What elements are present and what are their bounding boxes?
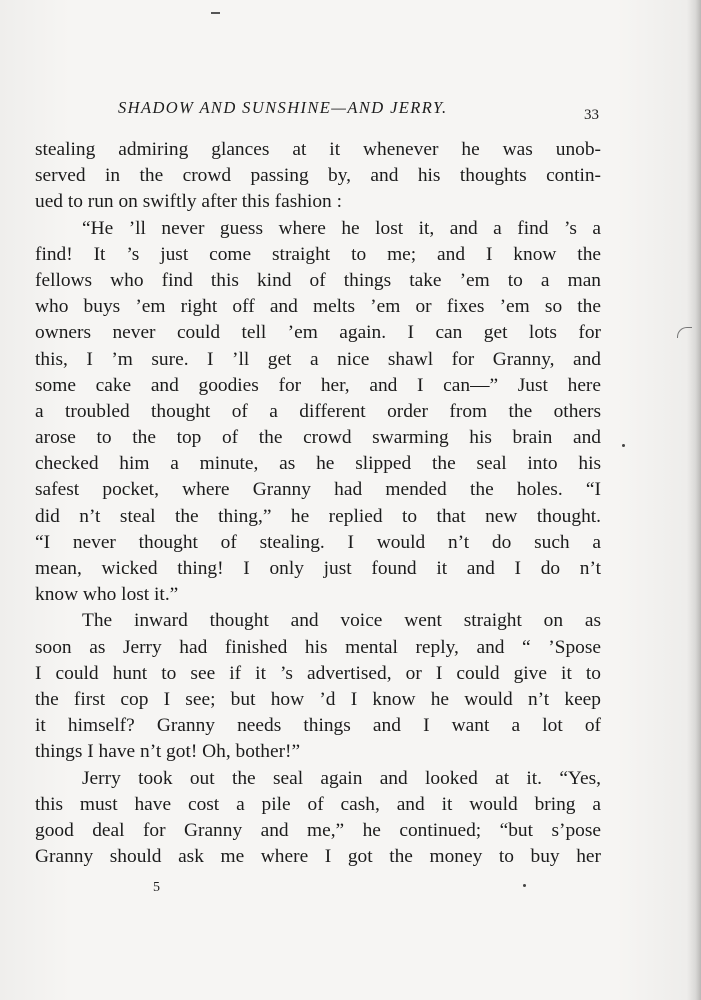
text-line: find! It ’s just come straight to me; and I know the (35, 243, 601, 265)
text-line: checked him a minute, as he slipped the seal into his (35, 453, 601, 475)
text-line: some cake and goodies for her, and I can—” Just here (35, 374, 601, 396)
body-text (35, 137, 601, 870)
signature-mark: 5 (153, 880, 160, 895)
margin-mark (677, 327, 692, 338)
text-line: the first cop I see; but how ’d I know he would n’t keep (35, 688, 601, 710)
text-line: it himself? Granny needs things and I want a lot of (35, 715, 601, 737)
text-line: fellows who find this kind of things take ’em to a man (35, 269, 601, 291)
text-line: safest pocket, where Granny had mended the holes. “I (35, 479, 601, 501)
text-line: served in the crowd passing by, and his thoughts contin- (35, 165, 601, 187)
text-line: soon as Jerry had finished his mental reply, and “ ’Spose (35, 636, 601, 658)
text-line: “I never thought of stealing. I would n’t do such a (35, 531, 601, 553)
text-line: a troubled thought of a different order from the others (35, 400, 601, 422)
text-line: ued to run on swiftly after this fashion : (35, 191, 342, 213)
text-line: “He ’ll never guess where he lost it, and a find ’s a (82, 217, 601, 239)
ink-speck (622, 444, 625, 447)
text-line: who buys ’em right off and melts ’em or fixes ’em so the (35, 296, 601, 318)
text-line: arose to the top of the crowd swarming his brain and (35, 427, 601, 449)
text-line: Granny should ask me where I got the money to buy her (35, 846, 601, 868)
text-line: did n’t steal the thing,” he replied to that new thought. (35, 505, 601, 527)
page-gutter-shadow (687, 0, 701, 1000)
text-line: good deal for Granny and me,” he continued; “but s’pose (35, 819, 601, 841)
text-line: The inward thought and voice went straight on as (82, 610, 601, 632)
text-line: this, I ’m sure. I ’ll get a nice shawl for Granny, and (35, 348, 601, 370)
page-number: 33 (584, 107, 599, 123)
text-line: Jerry took out the seal again and looked at it. “Yes, (82, 767, 601, 789)
text-line: I could hunt to see if it ’s advertised, or I could give it to (35, 662, 601, 684)
text-line: things I have n’t got! Oh, bother!” (35, 741, 301, 763)
running-head: SHADOW AND SUNSHINE—AND JERRY. (118, 98, 448, 117)
ink-speck (523, 884, 526, 887)
text-line: this must have cost a pile of cash, and it would bring a (35, 793, 601, 815)
text-line: stealing admiring glances at it whenever he was unob- (35, 139, 601, 160)
text-line: know who lost it.” (35, 584, 179, 606)
text-line: owners never could tell ’em again. I can get lots for (35, 322, 601, 344)
printer-mark (211, 12, 220, 14)
text-line: mean, wicked thing! I only just found it and I do n’t (35, 558, 601, 579)
